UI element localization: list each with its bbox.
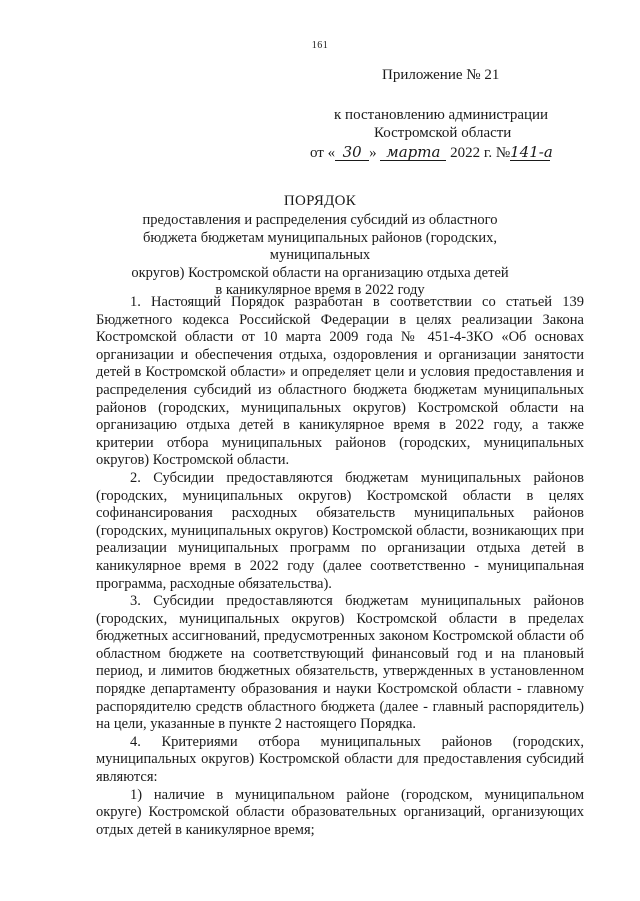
subtitle-line: округов) Костромской области на организацию отдыха детей: [131, 264, 509, 281]
date-prefix: от «: [310, 145, 336, 161]
paragraph-2: 2. Субсидии предоставляются бюджетам муниципальных районов (городских, муниципальных округов) Костромской области в целях софинансирования расходных обязательств муниципальных районов (городских, муниципальных округов) Костромской области, возникающих при реализации муниципальных программ по организации отдыха детей в каникулярное время в 2022 году (далее соответственно - муниципальная программа, расходные обязательства).: [96, 469, 584, 592]
document-subtitle: [120, 212, 520, 300]
paragraph-4-item-1: 1) наличие в муниципальном районе (городском, муниципальном округе) Костромской области образовательных организаций, организующих отдых детей в каникулярное время;: [96, 786, 584, 838]
paragraph-1: 1. Настоящий Порядок разработан в соответствии со статьей 139 Бюджетного кодекса Российской Федерации в целях реализации Закона Костромской области от 10 марта 2009 года № 451-4-ЗКО «Об основах организации и обеспечения отдыха, оздоровления и организации занятости детей в Костромской области» и определяет цели и условия предоставления и распределения субсидий из областного бюджета бюджетам муниципальных районов (городских, муниципальных округов) Костромской области на организацию отдыха детей в каникулярное время в 2022 году, а также критерии отбора муниципальных районов (городских, муниципальных округов) Костромской области.: [96, 294, 584, 469]
subtitle-line: предоставления и распределения субсидий из областного: [142, 212, 498, 228]
document-body: [96, 294, 584, 839]
date-day-handwritten: 30: [335, 144, 369, 161]
date-month-handwritten: марта: [380, 144, 446, 161]
paragraph-4: 4. Критериями отбора муниципальных районов (городских, муниципальных округов) Костромской области для предоставления субсидий являются:: [96, 733, 584, 786]
subtitle-line: бюджета бюджетам муниципальных районов (городских, муниципальных: [143, 229, 497, 263]
date-mid: »: [369, 145, 377, 161]
appendix-title: Приложение № 21: [382, 67, 500, 83]
appendix-ref-line2: Костромской области: [374, 125, 512, 141]
paragraph-3: 3. Субсидии предоставляются бюджетам муниципальных районов (городских, муниципальных округов) Костромской области в пределах бюджетных ассигнований, предусмотренных законом Костромской области об областном бюджете на соответствующий финансовый год и на плановый период, и лимитов бюджетных обязательств, утвержденных в установленном порядке департаменту образования и науки Костромской области - главному распорядителю средств областного бюджета (далее - главный распорядитель) на цели, указанные в пункте 2 настоящего Порядка.: [96, 593, 584, 733]
date-year: 2022 г. №: [450, 145, 511, 161]
appendix-date-line: [310, 143, 553, 162]
subtitle-line: в каникулярное время в 2022 году: [215, 282, 425, 298]
page-number: 161: [311, 40, 329, 51]
document-title: ПОРЯДОК: [283, 193, 357, 209]
date-number-handwritten: 141-а: [510, 143, 553, 161]
appendix-ref-line1: к постановлению администрации: [334, 107, 549, 123]
